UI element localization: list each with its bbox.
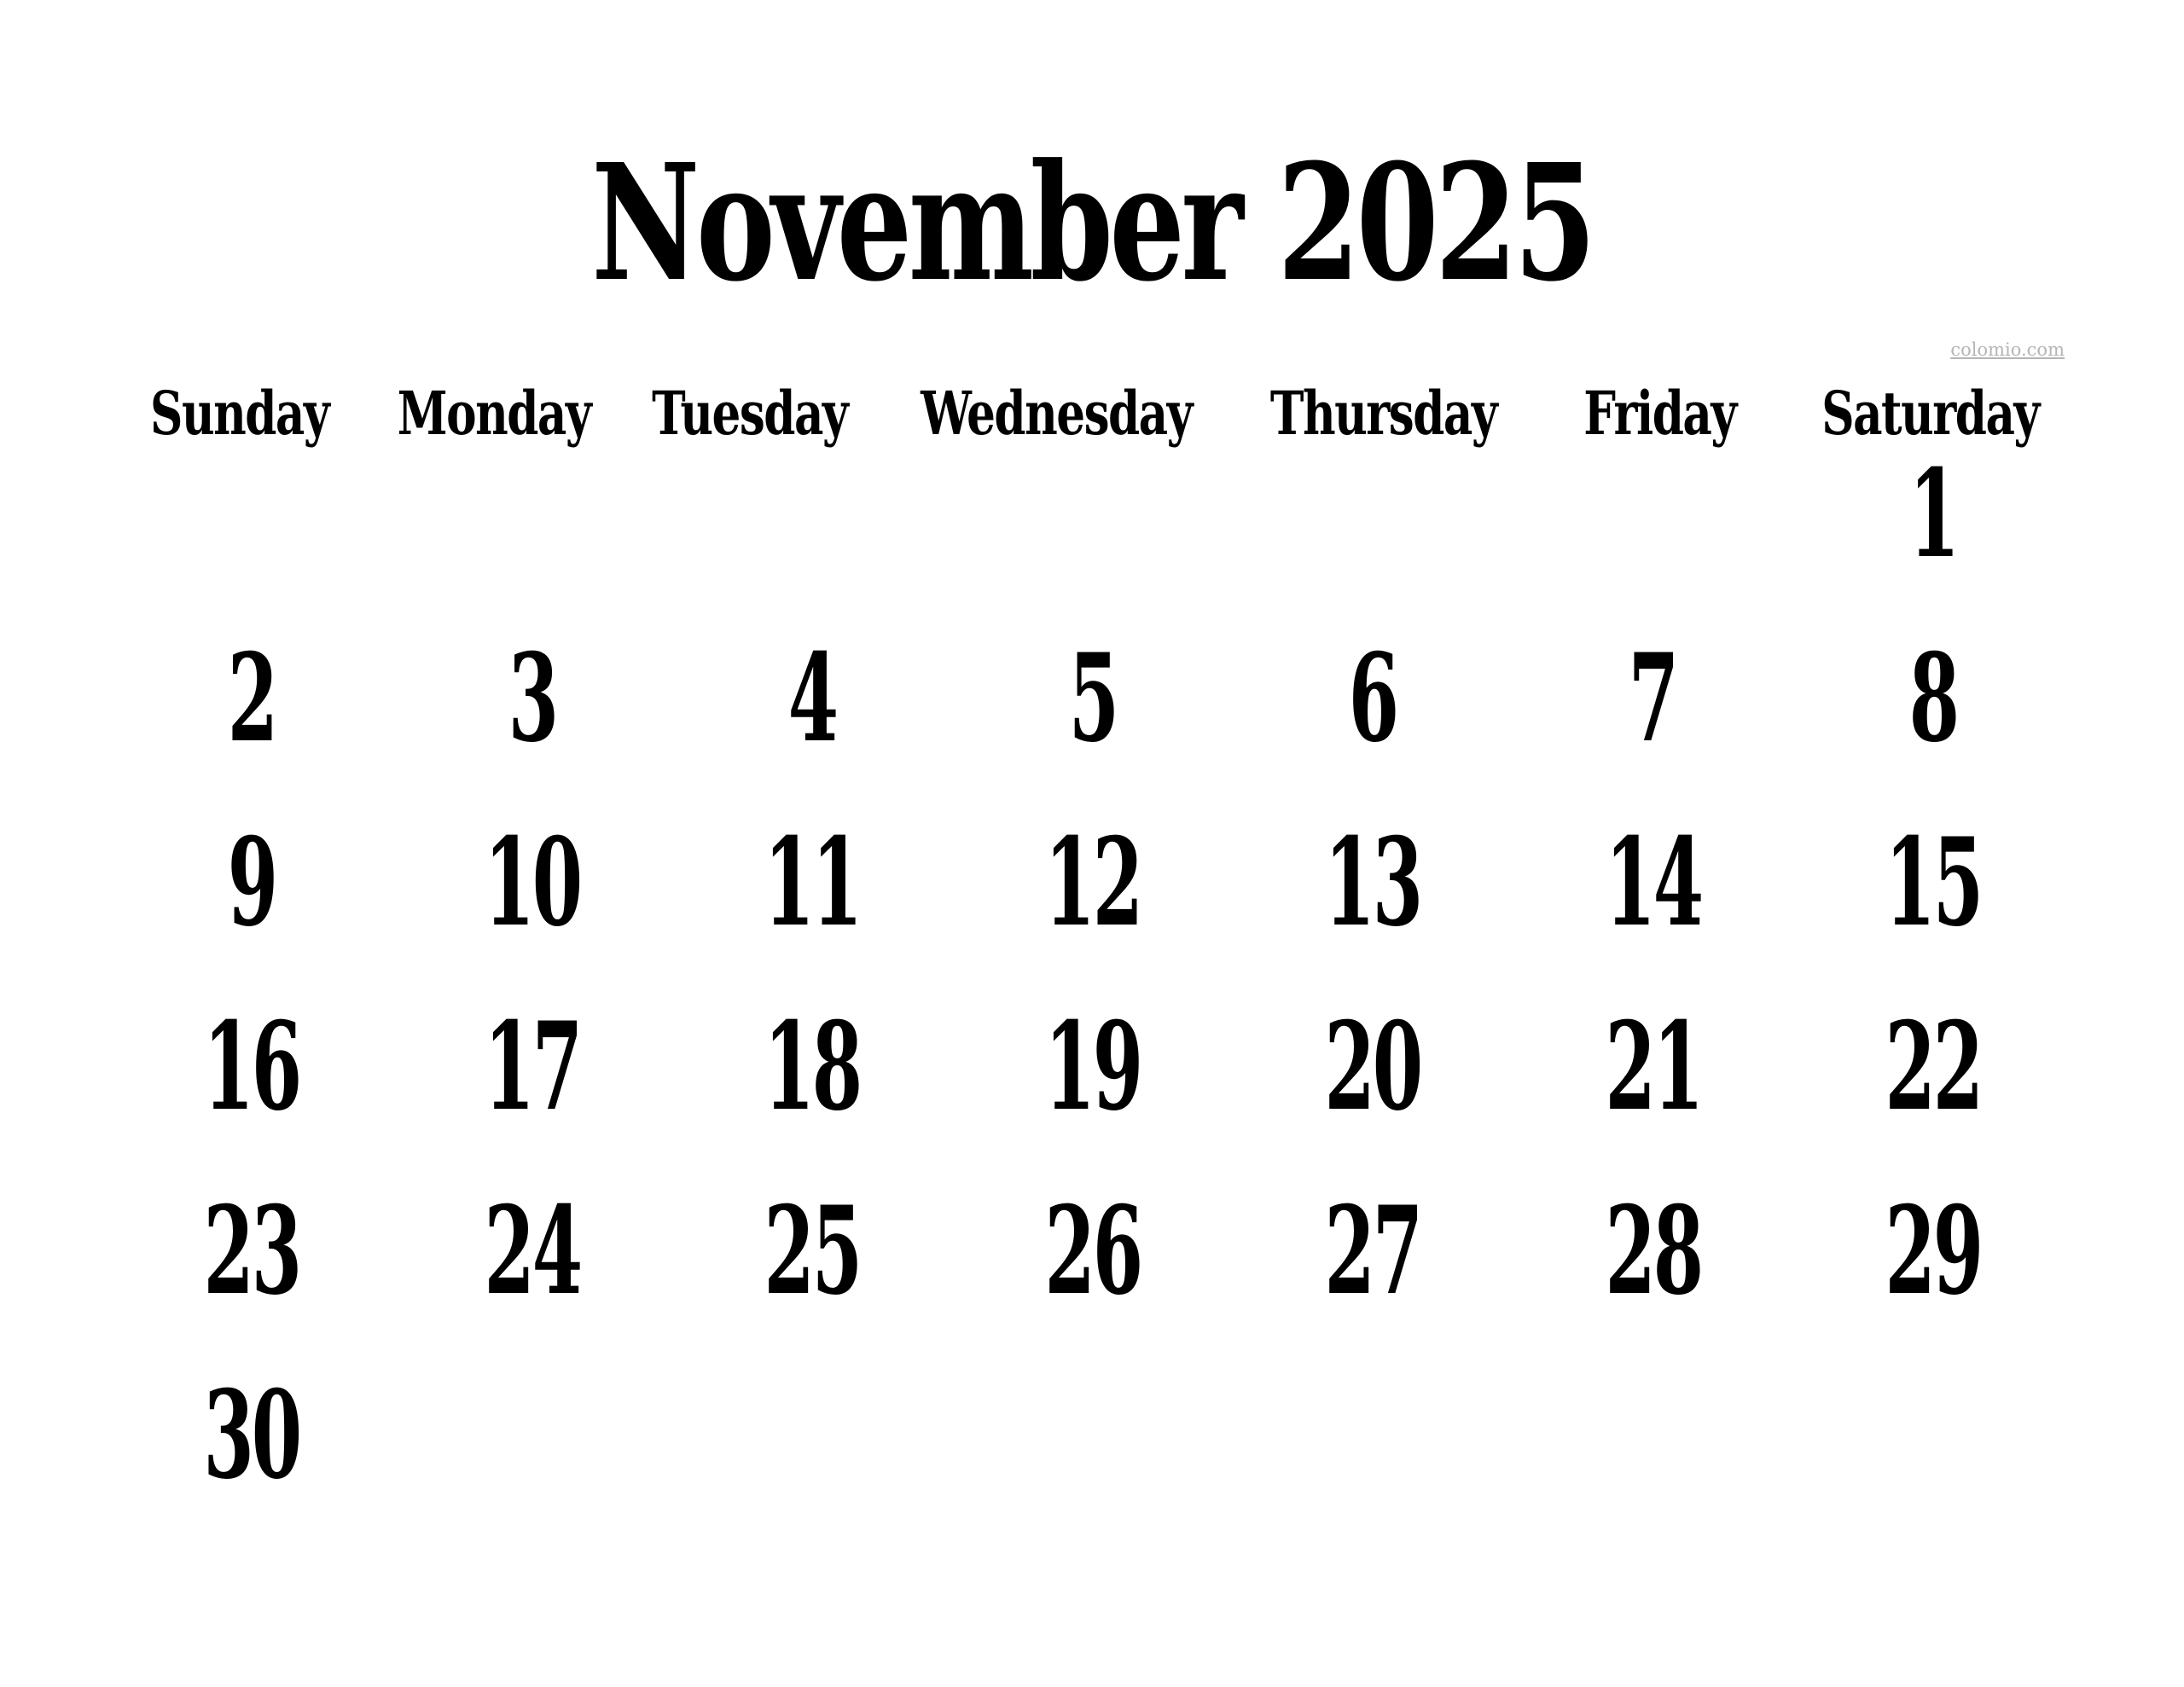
week-row-5 <box>112 1159 2073 1343</box>
day-cell-21 <box>1513 975 1792 1159</box>
day-cell-8 <box>1793 606 2073 791</box>
day-number: 25 <box>764 1180 861 1322</box>
day-number: 6 <box>1348 628 1397 769</box>
day-cell-30 <box>112 1343 392 1528</box>
day-cell-7 <box>1513 606 1792 791</box>
day-number: 29 <box>1885 1180 1982 1322</box>
day-number: 17 <box>484 996 580 1138</box>
day-cell-empty <box>112 422 392 606</box>
calendar-grid <box>112 422 2073 1528</box>
day-number: 18 <box>764 996 861 1138</box>
day-cell-empty <box>1513 422 1792 606</box>
day-cell-4 <box>672 606 952 791</box>
day-number: 24 <box>484 1180 580 1322</box>
day-number: 15 <box>1885 812 1982 954</box>
day-cell-24 <box>392 1159 671 1343</box>
day-cell-27 <box>1233 1159 1513 1343</box>
day-cell-empty <box>952 422 1232 606</box>
day-number: 10 <box>484 812 580 954</box>
day-cell-5 <box>952 606 1232 791</box>
week-row-6 <box>112 1343 2073 1528</box>
day-cell-2 <box>112 606 392 791</box>
day-cell-18 <box>672 975 952 1159</box>
week-row-1 <box>112 422 2073 606</box>
day-cell-10 <box>392 791 671 975</box>
day-cell-1 <box>1793 422 2073 606</box>
day-number: 19 <box>1044 996 1141 1138</box>
day-number: 7 <box>1629 628 1677 769</box>
day-cell-empty <box>1513 1343 1792 1528</box>
day-number: 8 <box>1908 628 1957 769</box>
weekday-label: Saturday <box>1821 377 2039 449</box>
day-cell-3 <box>392 606 671 791</box>
week-row-4 <box>112 975 2073 1159</box>
weekday-label: Tuesday <box>651 377 848 449</box>
day-cell-16 <box>112 975 392 1159</box>
day-number: 27 <box>1324 1180 1421 1322</box>
month-title: November 2025 <box>591 129 1593 317</box>
day-number: 4 <box>787 628 837 769</box>
day-cell-empty <box>1793 1343 2073 1528</box>
day-number: 16 <box>203 996 300 1138</box>
day-number: 3 <box>508 628 556 769</box>
day-number: 2 <box>228 628 276 769</box>
day-number: 21 <box>1605 996 1701 1138</box>
day-number: 30 <box>203 1365 300 1506</box>
weekday-label: Wednesday <box>921 377 1193 449</box>
day-number: 13 <box>1324 812 1421 954</box>
weekday-label: Monday <box>397 377 590 449</box>
day-cell-empty <box>1233 422 1513 606</box>
day-cell-29 <box>1793 1159 2073 1343</box>
day-number: 28 <box>1605 1180 1701 1322</box>
day-cell-9 <box>112 791 392 975</box>
week-row-2 <box>112 606 2073 791</box>
day-cell-empty <box>392 1343 671 1528</box>
weekday-label: Sunday <box>149 377 328 449</box>
day-cell-12 <box>952 791 1232 975</box>
week-row-3 <box>112 791 2073 975</box>
day-cell-25 <box>672 1159 952 1343</box>
day-cell-empty <box>672 1343 952 1528</box>
watermark-text: colomio.com <box>1950 339 2065 360</box>
day-cell-empty <box>952 1343 1232 1528</box>
day-cell-17 <box>392 975 671 1159</box>
day-cell-6 <box>1233 606 1513 791</box>
day-cell-22 <box>1793 975 2073 1159</box>
day-number: 9 <box>228 812 276 954</box>
day-cell-23 <box>112 1159 392 1343</box>
day-number: 12 <box>1044 812 1141 954</box>
day-number: 26 <box>1044 1180 1141 1322</box>
day-cell-20 <box>1233 975 1513 1159</box>
day-cell-19 <box>952 975 1232 1159</box>
day-number: 1 <box>1908 443 1957 585</box>
day-cell-28 <box>1513 1159 1792 1343</box>
day-cell-empty <box>392 422 671 606</box>
day-cell-14 <box>1513 791 1792 975</box>
weekday-label: Friday <box>1583 377 1737 449</box>
day-cell-13 <box>1233 791 1513 975</box>
day-number: 23 <box>203 1180 300 1322</box>
day-cell-empty <box>1233 1343 1513 1528</box>
day-cell-11 <box>672 791 952 975</box>
day-number: 22 <box>1885 996 1982 1138</box>
day-number: 14 <box>1605 812 1701 954</box>
day-number: 5 <box>1068 628 1117 769</box>
day-cell-15 <box>1793 791 2073 975</box>
day-number: 11 <box>764 812 861 954</box>
day-cell-26 <box>952 1159 1232 1343</box>
day-cell-empty <box>672 422 952 606</box>
day-number: 20 <box>1324 996 1421 1138</box>
weekday-label: Thursday <box>1270 377 1497 449</box>
